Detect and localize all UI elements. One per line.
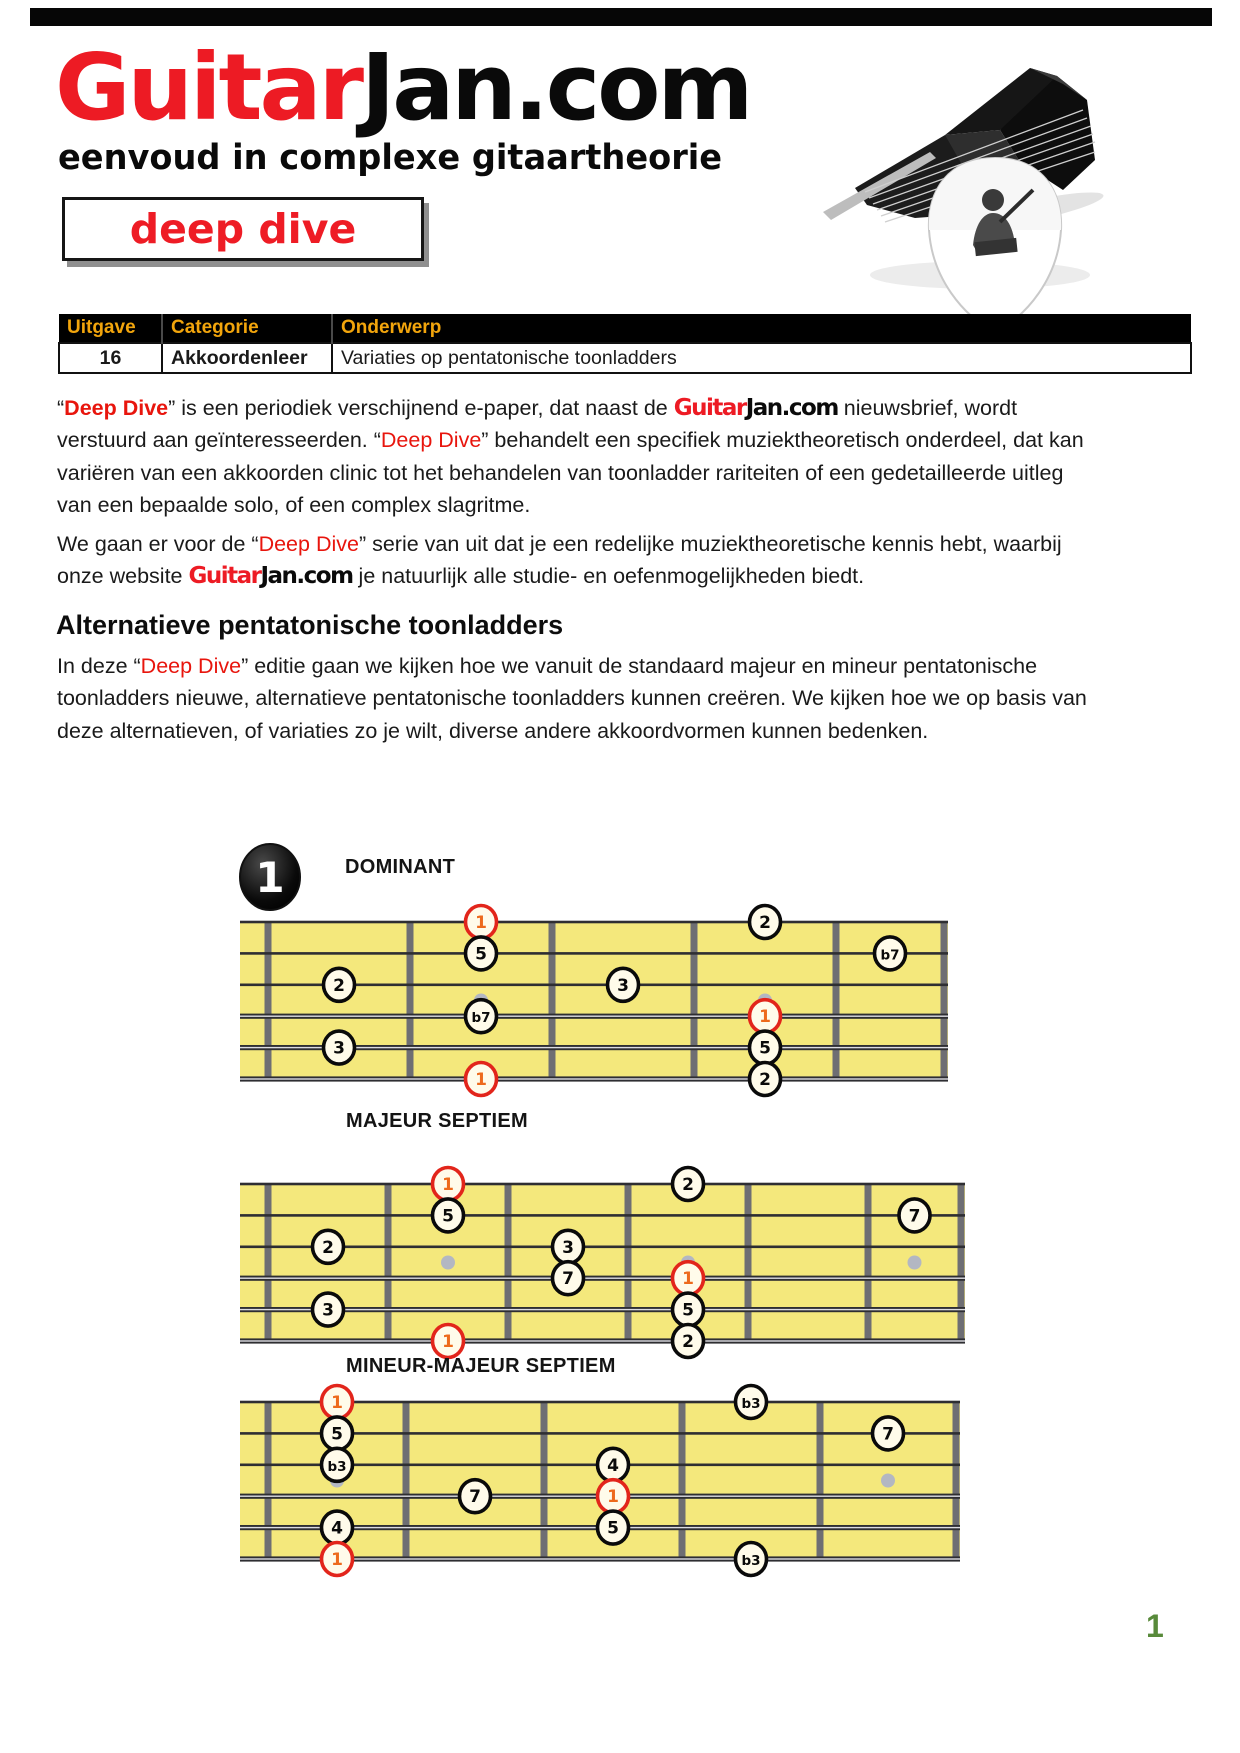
note-label: 2 <box>759 1070 771 1090</box>
fret-line <box>403 1402 410 1559</box>
fretboard-svg <box>240 913 948 1090</box>
note-label: 3 <box>562 1237 574 1258</box>
info-table-data-row <box>59 343 1191 373</box>
note-label: 1 <box>759 1007 771 1028</box>
fret-line <box>385 1184 392 1341</box>
note-label: 1 <box>442 1332 454 1352</box>
note-label: 5 <box>759 1038 771 1059</box>
note-label: 1 <box>331 1550 343 1570</box>
cell-onderwerp: Variaties op pentatonische toonladders <box>332 343 1191 373</box>
fret-line <box>265 1402 272 1559</box>
top-rule-bar <box>30 8 1212 26</box>
string-core <box>240 1078 948 1079</box>
note-label: 7 <box>562 1269 574 1290</box>
fret-line <box>745 1184 752 1341</box>
intro-paragraph <box>57 392 1202 522</box>
fret-line <box>625 1184 632 1341</box>
note-label: 1 <box>682 1269 694 1290</box>
note-label: 2 <box>682 1175 694 1195</box>
string-line <box>240 1246 965 1249</box>
note-label: 7 <box>908 1206 921 1227</box>
fret-line <box>691 922 698 1079</box>
note-label: b7 <box>880 947 900 964</box>
note-label: 5 <box>475 944 487 965</box>
info-table-header-row <box>59 314 1191 343</box>
note-label: 2 <box>322 1237 334 1258</box>
note-label: 1 <box>475 1070 487 1090</box>
text-line: verstuurd aan geïnteresseerden. “Deep Dive” behandelt een specifiek muziektheoretisch onderdeel, dat kan <box>57 428 1084 453</box>
note-label: 2 <box>682 1332 694 1352</box>
cell-categorie: Akkoordenleer <box>162 343 332 373</box>
note-label: 1 <box>442 1175 454 1195</box>
guitar-art-image <box>795 40 1095 300</box>
fret-line <box>505 1184 512 1341</box>
fretboard-diagram-mineur-majeur-septiem <box>240 1393 960 1570</box>
note-label: 1 <box>331 1393 343 1413</box>
note-label: 5 <box>682 1300 694 1321</box>
note-label: 7 <box>469 1487 481 1508</box>
fret-line <box>679 1402 686 1559</box>
cell-uitgave: 16 <box>59 343 162 373</box>
fret-line <box>865 1184 872 1341</box>
fret-line <box>549 922 556 1079</box>
col-header-uitgave: Uitgave <box>59 314 162 343</box>
site-logo <box>55 34 751 141</box>
fret-line <box>958 1184 965 1341</box>
note-label: b7 <box>471 1010 491 1027</box>
string-line <box>240 921 948 924</box>
note-label: 3 <box>617 975 629 996</box>
note-label: 4 <box>331 1518 343 1539</box>
diagram-label-mineur-majeur-septiem: MINEUR-MAJEUR SEPTIEM <box>346 1355 616 1377</box>
diagram-label-majeur-septiem: MAJEUR SEPTIEM <box>346 1110 529 1132</box>
note-label: 5 <box>607 1518 619 1539</box>
fretboard-diagram-dominant <box>240 913 948 1090</box>
string-core <box>240 1016 948 1017</box>
note-label: 2 <box>333 975 345 996</box>
text-line: toonladders nieuwe, alternatieve pentatonische toonladders kunnen creëren. We kijken hoe we op basis van <box>57 686 1087 711</box>
fret-line <box>953 1402 960 1559</box>
text-line: “Deep Dive” is een periodiek verschijnend e-paper, dat naast de GuitarJan.com nieuwsbrief, wordt <box>57 395 1018 421</box>
figure-number-badge <box>238 842 302 912</box>
logo-tagline: eenvoud in complexe gitaartheorie <box>58 138 723 178</box>
guitar-pick <box>929 158 1061 332</box>
fretboard-diagram-majeur-septiem <box>240 1175 965 1352</box>
note-label: b3 <box>327 1458 347 1475</box>
col-header-onderwerp: Onderwerp <box>332 314 1191 343</box>
fret-line <box>941 922 948 1079</box>
series-paragraph <box>57 528 1202 593</box>
note-label: 2 <box>759 913 771 933</box>
diagram-label-dominant: DOMINANT <box>345 856 456 878</box>
text-line: In deze “Deep Dive” editie gaan we kijken hoe we vanuit de standaard majeur en mineur pentatonische <box>57 654 1038 678</box>
inlay-dot <box>881 1474 895 1488</box>
text-line: We gaan er voor de “Deep Dive” serie van uit dat je een redelijke muziektheoretische kennis hebt, waarbij <box>57 532 1062 556</box>
note-label: 4 <box>607 1455 619 1476</box>
note-label: 7 <box>882 1424 894 1445</box>
note-label: b3 <box>741 1553 761 1569</box>
logo-part-jancom: Jan.com <box>360 34 751 141</box>
fretboard-surface <box>240 1184 965 1341</box>
section-paragraph <box>57 650 1202 747</box>
text-line: onze website GuitarJan.com je natuurlijk alle studie- en oefenmogelijkheden biedt. <box>57 563 865 590</box>
text-line: variëren van een akkoorden clinic tot het behandelen van toonladder rariteiten of een gedetailleerde uitleg <box>57 460 1064 485</box>
fretboard-svg <box>240 1175 965 1352</box>
note-label: 1 <box>607 1487 619 1508</box>
fret-line <box>265 922 272 1079</box>
note-label: b3 <box>741 1396 761 1412</box>
string-line <box>240 952 948 955</box>
deep-dive-banner-label: deep dive <box>129 205 357 253</box>
fret-line <box>541 1402 548 1559</box>
logo-part-guitar: Guitar <box>55 34 361 141</box>
figure-badge-number: 1 <box>255 853 285 902</box>
inlay-dot <box>908 1256 922 1270</box>
page-number: 1 <box>1146 1608 1164 1644</box>
note-label: 5 <box>331 1424 343 1445</box>
col-header-categorie: Categorie <box>162 314 332 343</box>
string-core <box>240 1278 965 1279</box>
string-line <box>240 1183 965 1186</box>
string-core <box>240 1309 965 1310</box>
note-label: 1 <box>475 913 487 933</box>
fretboard-svg <box>240 1393 960 1570</box>
note-label: 3 <box>333 1038 345 1059</box>
fret-line <box>833 922 840 1079</box>
string-core <box>240 1340 965 1341</box>
fret-line <box>265 1184 272 1341</box>
inlay-dot <box>441 1256 455 1270</box>
section-heading: Alternatieve pentatonische toonladders <box>56 610 564 640</box>
deep-dive-banner <box>62 197 424 261</box>
note-label: 5 <box>442 1206 454 1227</box>
text-line: van een bepaalde solo, of een complex slagritme. <box>57 493 531 518</box>
note-label: 3 <box>322 1300 334 1321</box>
fret-line <box>407 922 414 1079</box>
info-table <box>58 314 1192 374</box>
fret-line <box>817 1402 824 1559</box>
string-line <box>240 1214 965 1217</box>
text-line: deze alternatieven, of variaties zo je wilt, diverse andere akkoordvormen kunnen bedenken. <box>57 718 929 743</box>
